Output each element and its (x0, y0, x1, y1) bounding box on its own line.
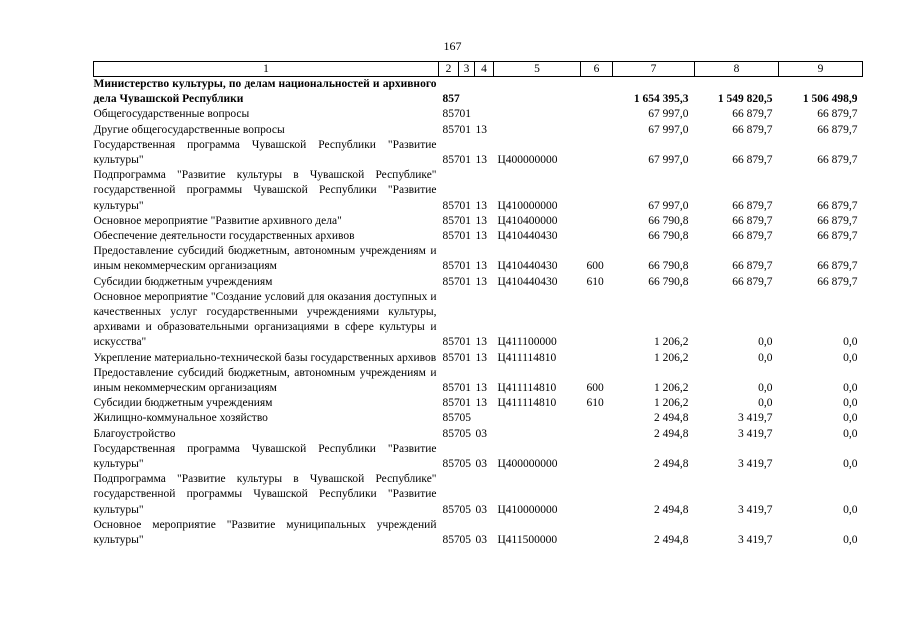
target-article-code: Ц400000000 (497, 154, 558, 167)
subsection-code-2 (475, 107, 494, 122)
row-name: Общегосударственные вопросы (93, 108, 250, 121)
subsection-code-2: 03 (475, 427, 487, 440)
target-article-code: Ц410000000 (497, 199, 558, 212)
amount-col7: 67 997,0 (648, 108, 689, 121)
table-row (94, 427, 863, 442)
expense-type-code (581, 107, 613, 122)
amount-col8: 66 879,7 (732, 214, 773, 227)
section-code: 857 (442, 412, 460, 425)
subsection-code: 05 (459, 412, 471, 425)
amount-col8: 66 879,7 (732, 275, 773, 288)
column-header: 7 (613, 62, 695, 77)
subsection-code: 01 (459, 230, 471, 243)
subsection-code: 01 (459, 214, 471, 227)
amount-col8: 3 419,7 (738, 427, 773, 440)
section-code: 857 (442, 275, 460, 288)
amount-col9: 0,0 (843, 503, 858, 516)
table-row (94, 123, 863, 138)
subsection-code-2: 13 (475, 275, 487, 288)
table-row (94, 396, 863, 411)
table-row (94, 275, 863, 290)
subsection-code: 05 (459, 534, 471, 547)
section-code: 857 (442, 534, 460, 547)
table-row (94, 229, 863, 244)
amount-col9: 66 879,7 (817, 214, 858, 227)
column-header: 8 (695, 62, 779, 77)
amount-col7: 2 494,8 (654, 503, 689, 516)
expense-type-code (581, 351, 613, 366)
target-article-code: Ц410440430 (497, 275, 558, 288)
row-name: Укрепление материально-технической базы государственных архивов (93, 351, 437, 364)
column-header: 6 (581, 62, 613, 77)
subsection-code-2: 03 (475, 534, 487, 547)
row-name: Предоставление субсидий бюджетным, автономным учреждениям и иным некоммерческим организациям (93, 366, 437, 395)
expense-type-code (581, 138, 613, 168)
amount-col9: 66 879,7 (817, 123, 858, 136)
amount-col7: 66 790,8 (648, 260, 689, 273)
row-name: Основное мероприятие "Создание условий для оказания доступных и качественных услуг государственными учреждениями культуры, архивами и образовательными организациями в сфере культуры и искусства" (93, 290, 437, 349)
expense-type-code (581, 123, 613, 138)
amount-col8: 66 879,7 (732, 154, 773, 167)
target-article-code (494, 411, 581, 426)
table-row (94, 107, 863, 122)
subsection-code-2: 13 (475, 382, 487, 395)
expense-type-code (581, 427, 613, 442)
amount-col8: 0,0 (758, 397, 773, 410)
expense-type-code: 600 (586, 260, 604, 273)
table-row (94, 290, 863, 351)
section-code: 857 (442, 397, 460, 410)
amount-col8: 0,0 (758, 382, 773, 395)
row-name: Государственная программа Чувашской Республики "Развитие культуры" (93, 138, 437, 167)
amount-col9: 66 879,7 (817, 230, 858, 243)
section-code: 857 (442, 93, 460, 106)
expense-type-code (581, 168, 613, 214)
section-code: 857 (442, 427, 460, 440)
subsection-code-2: 13 (475, 351, 487, 364)
subsection-code (459, 77, 475, 108)
row-name: Государственная программа Чувашской Республики "Развитие культуры" (93, 442, 437, 471)
row-name: Предоставление субсидий бюджетным, автономным учреждениям и иным некоммерческим организациям (93, 245, 437, 273)
amount-col7: 1 206,2 (654, 336, 689, 349)
amount-col8: 3 419,7 (738, 412, 773, 425)
subsection-code: 01 (459, 397, 471, 410)
subsection-code-2: 13 (475, 230, 487, 243)
amount-col8: 3 419,7 (738, 458, 773, 471)
amount-col8: 0,0 (758, 351, 773, 364)
expense-type-code: 610 (586, 397, 604, 410)
row-name: Основное мероприятие "Развитие архивного дела" (93, 214, 342, 227)
expense-type-code (581, 518, 613, 548)
amount-col8: 66 879,7 (732, 108, 773, 121)
column-header: 3 (459, 62, 475, 77)
subsection-code-2: 13 (475, 123, 487, 136)
expense-type-code: 600 (586, 382, 604, 395)
amount-col8: 66 879,7 (732, 260, 773, 273)
target-article-code: Ц410440430 (497, 230, 558, 243)
amount-col7: 2 494,8 (654, 412, 689, 425)
amount-col9: 0,0 (843, 427, 858, 440)
budget-table (93, 61, 863, 548)
column-header: 9 (779, 62, 863, 77)
section-code: 857 (442, 260, 460, 273)
subsection-code: 01 (459, 336, 471, 349)
target-article-code: Ц400000000 (497, 458, 558, 471)
column-header: 4 (475, 62, 494, 77)
amount-col8: 66 879,7 (732, 123, 773, 136)
amount-col9: 0,0 (843, 351, 858, 364)
row-name: Субсидии бюджетным учреждениям (93, 397, 273, 410)
amount-col9: 1 506 498,9 (802, 93, 858, 106)
subsection-code-2: 13 (475, 260, 487, 273)
row-name: Благоустройство (93, 427, 176, 440)
amount-col7: 1 654 395,3 (633, 93, 689, 106)
target-article-code (494, 123, 581, 138)
target-article-code: Ц411114810 (497, 382, 557, 395)
amount-col7: 66 790,8 (648, 230, 689, 243)
expense-type-code (581, 214, 613, 229)
amount-col7: 2 494,8 (654, 458, 689, 471)
amount-col8: 0,0 (758, 336, 773, 349)
expense-type-code (581, 411, 613, 426)
table-row (94, 442, 863, 472)
target-article-code: Ц411100000 (497, 336, 557, 349)
row-name: Другие общегосударственные вопросы (93, 123, 285, 136)
section-code: 857 (442, 230, 460, 243)
amount-col7: 67 997,0 (648, 154, 689, 167)
amount-col8: 3 419,7 (738, 503, 773, 516)
section-code: 857 (442, 199, 460, 212)
column-number-header (94, 62, 863, 77)
section-code: 857 (442, 154, 460, 167)
amount-col7: 1 206,2 (654, 382, 689, 395)
expense-type-code: 610 (586, 275, 604, 288)
target-article-code: Ц411114810 (497, 351, 557, 364)
table-row (94, 351, 863, 366)
subsection-code-2: 13 (475, 336, 487, 349)
amount-col9: 0,0 (843, 412, 858, 425)
expense-type-code (581, 229, 613, 244)
subsection-code: 05 (459, 458, 471, 471)
subsection-code: 05 (459, 427, 471, 440)
subsection-code-2: 03 (475, 503, 487, 516)
amount-col8: 1 549 820,5 (717, 93, 773, 106)
expense-type-code (581, 77, 613, 108)
row-name: Основное мероприятие "Развитие муниципальных учреждений культуры" (93, 518, 437, 547)
section-code: 857 (442, 382, 460, 395)
target-article-code: Ц410440430 (497, 260, 558, 273)
section-code: 857 (442, 458, 460, 471)
amount-col9: 0,0 (843, 397, 858, 410)
amount-col7: 1 206,2 (654, 397, 689, 410)
target-article-code (494, 107, 581, 122)
subsection-code-2: 13 (475, 214, 487, 227)
subsection-code: 01 (459, 275, 471, 288)
section-code: 857 (442, 503, 460, 516)
subsection-code-2 (475, 411, 494, 426)
subsection-code: 01 (459, 123, 471, 136)
row-name: Министерство культуры, по делам национальностей и архивного дела Чувашской Республики (93, 78, 437, 106)
table-row (94, 472, 863, 518)
target-article-code: Ц410400000 (497, 214, 558, 227)
subsection-code: 05 (459, 503, 471, 516)
row-name: Обеспечение деятельности государственных архивов (93, 230, 355, 243)
subsection-code: 01 (459, 154, 471, 167)
amount-col7: 67 997,0 (648, 123, 689, 136)
amount-col9: 0,0 (843, 336, 858, 349)
expense-type-code (581, 472, 613, 518)
column-header: 2 (439, 62, 459, 77)
target-article-code: Ц411114810 (497, 397, 557, 410)
subsection-code: 01 (459, 351, 471, 364)
row-name: Субсидии бюджетным учреждениям (93, 275, 273, 288)
amount-col9: 66 879,7 (817, 275, 858, 288)
amount-col7: 66 790,8 (648, 214, 689, 227)
amount-col8: 3 419,7 (738, 534, 773, 547)
page-number: 167 (443, 39, 462, 53)
section-code: 857 (442, 336, 460, 349)
subsection-code: 01 (459, 199, 471, 212)
table-row (94, 411, 863, 426)
amount-col9: 0,0 (843, 534, 858, 547)
table-row (94, 168, 863, 214)
subsection-code-2: 13 (475, 199, 487, 212)
column-header: 1 (94, 62, 439, 77)
subsection-code-2: 13 (475, 154, 487, 167)
table-row (94, 138, 863, 168)
table-row (94, 77, 863, 108)
subsection-code-2: 03 (475, 458, 487, 471)
section-code: 857 (442, 351, 460, 364)
amount-col9: 0,0 (843, 458, 858, 471)
section-code: 857 (442, 108, 460, 121)
amount-col8: 66 879,7 (732, 230, 773, 243)
table-row (94, 244, 863, 274)
amount-col7: 2 494,8 (654, 427, 689, 440)
amount-col9: 66 879,7 (817, 260, 858, 273)
target-article-code (494, 77, 581, 108)
subsection-code-2: 13 (475, 397, 487, 410)
amount-col7: 1 206,2 (654, 351, 689, 364)
amount-col9: 66 879,7 (817, 154, 858, 167)
subsection-code: 01 (459, 382, 471, 395)
section-code: 857 (442, 123, 460, 136)
amount-col7: 66 790,8 (648, 275, 689, 288)
amount-col9: 66 879,7 (817, 108, 858, 121)
amount-col7: 67 997,0 (648, 199, 689, 212)
section-code: 857 (442, 214, 460, 227)
expense-type-code (581, 290, 613, 351)
subsection-code: 01 (459, 108, 471, 121)
column-header: 5 (494, 62, 581, 77)
target-article-code: Ц411500000 (497, 534, 558, 547)
table-row (94, 214, 863, 229)
row-name: Подпрограмма "Развитие культуры в Чувашской Республике" государственной программы Чувашской Республики "Развитие культуры" (93, 473, 437, 516)
amount-col7: 2 494,8 (654, 534, 689, 547)
row-name: Жилищно-коммунальное хозяйство (93, 412, 268, 425)
target-article-code: Ц410000000 (497, 503, 558, 516)
subsection-code-2 (475, 77, 494, 108)
amount-col9: 0,0 (843, 382, 858, 395)
amount-col9: 66 879,7 (817, 199, 858, 212)
amount-col8: 66 879,7 (732, 199, 773, 212)
table-row (94, 366, 863, 396)
target-article-code (494, 427, 581, 442)
expense-type-code (581, 442, 613, 472)
row-name: Подпрограмма "Развитие культуры в Чувашской Республике" государственной программы Чувашской Республики "Развитие культуры" (93, 169, 437, 212)
subsection-code: 01 (459, 260, 471, 273)
table-row (94, 518, 863, 548)
